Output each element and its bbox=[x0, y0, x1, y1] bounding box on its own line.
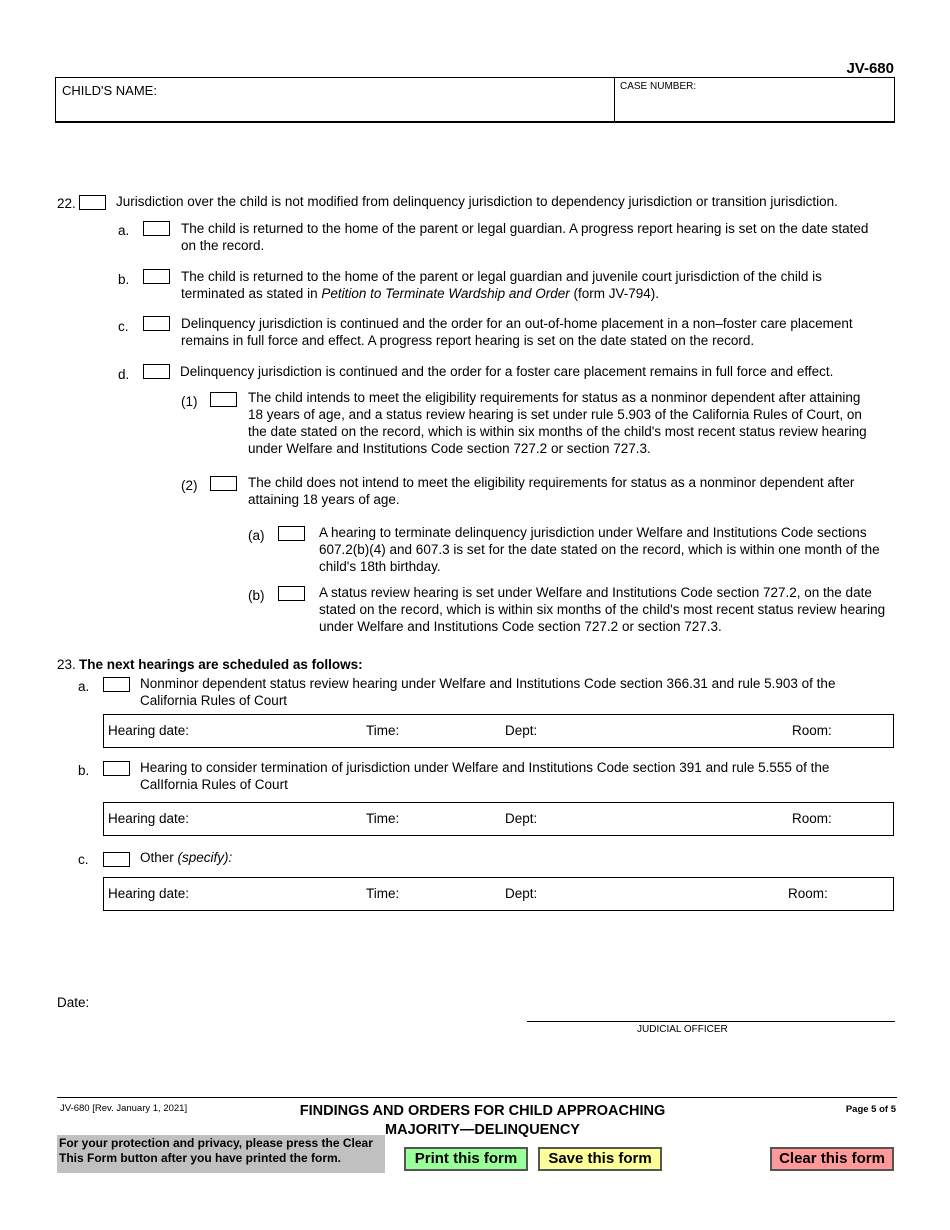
item22-number: 22. bbox=[57, 196, 76, 211]
hearing-date-label: Hearing date: bbox=[108, 886, 190, 901]
item22d2a-checkbox[interactable] bbox=[278, 526, 305, 541]
item23c-text bbox=[140, 849, 232, 866]
item22b-form-title: Petition to Terminate Wardship and Order bbox=[321, 286, 570, 301]
item23b-label: b. bbox=[78, 763, 90, 778]
hearing-dept-label: Dept: bbox=[505, 723, 538, 738]
item23c-checkbox[interactable] bbox=[103, 852, 130, 867]
item22d-text: Delinquency jurisdiction is continued and the order for a foster care placement remains in full force and effect. bbox=[180, 364, 834, 379]
item22-checkbox[interactable] bbox=[79, 195, 106, 210]
item22d2b-text: A status review hearing is set under Welfare and Institutions Code section 727.2, on the date stated on the record, which is within six months of the child's most recent status review hearing under Welfare and Institutions Code section 727.2 or section 727.3. bbox=[319, 585, 886, 634]
item22d2b-checkbox[interactable] bbox=[278, 586, 305, 601]
item23b-checkbox[interactable] bbox=[103, 761, 130, 776]
item22b-text bbox=[181, 268, 881, 302]
hearing-row-c[interactable] bbox=[103, 877, 894, 911]
hearing-room-label: Room: bbox=[792, 723, 832, 738]
form-title-line1: FINDINGS AND ORDERS FOR CHILD APPROACHING bbox=[299, 1103, 666, 1119]
form-id: JV-680 bbox=[846, 60, 894, 77]
case-number-field[interactable] bbox=[615, 78, 895, 122]
form-revision: JV-680 [Rev. January 1, 2021] bbox=[60, 1103, 188, 1114]
item23a-label: a. bbox=[78, 679, 90, 694]
hearing-row-a[interactable] bbox=[103, 714, 894, 748]
item22b-text-after: (form JV-794). bbox=[569, 286, 659, 301]
item22d-label: d. bbox=[118, 367, 130, 382]
item22a-text: The child is returned to the home of the parent or legal guardian. A progress report hearing is set on the date stated on the record. bbox=[181, 221, 869, 253]
hearing-room-label: Room: bbox=[788, 886, 828, 901]
item22-text: Jurisdiction over the child is not modified from delinquency jurisdiction to dependency jurisdiction or transition jurisdiction. bbox=[116, 194, 838, 209]
hearing-room-label: Room: bbox=[792, 811, 832, 826]
child-name-field[interactable] bbox=[56, 78, 615, 122]
hearing-date-label: Hearing date: bbox=[108, 723, 190, 738]
item23b-text: Hearing to consider termination of jurisdiction under Welfare and Institutions Code section 391 and rule 5.555 of the CalIfornia Rules of Court bbox=[140, 760, 830, 792]
date-label: Date: bbox=[57, 995, 90, 1010]
item22d2-checkbox[interactable] bbox=[210, 476, 237, 491]
page-number: Page 5 of 5 bbox=[845, 1104, 896, 1115]
item22d1-label: (1) bbox=[181, 394, 198, 409]
privacy-notice: For your protection and privacy, please press the Clear This Form button after you have printed the form. bbox=[57, 1135, 385, 1173]
item22a-label: a. bbox=[118, 223, 130, 238]
case-number-label: CASE NUMBER: bbox=[620, 81, 697, 92]
hearing-time-label: Time: bbox=[366, 811, 400, 826]
header-box bbox=[55, 77, 895, 123]
hearing-row-b[interactable] bbox=[103, 802, 894, 836]
item22b-checkbox[interactable] bbox=[143, 269, 170, 284]
item22a-checkbox[interactable] bbox=[143, 221, 170, 236]
item23a-checkbox[interactable] bbox=[103, 677, 130, 692]
child-name-label: CHILD'S NAME: bbox=[62, 83, 157, 98]
item23-number: 23. bbox=[57, 657, 76, 672]
item23c-specify: (specify): bbox=[177, 850, 233, 865]
item22d2a-text: A hearing to terminate delinquency jurisdiction under Welfare and Institutions Code sections 607.2(b)(4) and 607.3 is set for the date stated on the record, which is within one month of the child's 18th birthday. bbox=[319, 525, 880, 574]
item22d2-text: The child does not intend to meet the eligibility requirements for status as a nonminor dependent after attaining 18 years of age. bbox=[248, 475, 855, 507]
hearing-time-label: Time: bbox=[366, 886, 400, 901]
judicial-officer-label: JUDICIAL OFFICER bbox=[637, 1024, 728, 1035]
footer-rule bbox=[57, 1097, 897, 1098]
item22d1-checkbox[interactable] bbox=[210, 392, 237, 407]
item22d2-label: (2) bbox=[181, 478, 198, 493]
hearing-dept-label: Dept: bbox=[505, 886, 538, 901]
item23a-text: Nonminor dependent status review hearing under Welfare and Institutions Code section 366.31 and rule 5.903 of the California Rules of Court bbox=[140, 676, 836, 708]
item22c-checkbox[interactable] bbox=[143, 316, 170, 331]
hearing-dept-label: Dept: bbox=[505, 811, 538, 826]
item22d2a-label: (a) bbox=[248, 528, 265, 543]
hearing-date-label: Hearing date: bbox=[108, 811, 190, 826]
item22d1-text: The child intends to meet the eligibility requirements for status as a nonminor dependent after attaining 18 years of age, and a status review hearing is set under rule 5.903 of the California Rules of Court, on the date stated on the record, which is within six months of the child's most recent status review hearing under Welfare and Institutions Code section 727.2 or section 727.3. bbox=[248, 390, 867, 456]
signature-line[interactable] bbox=[527, 1021, 895, 1022]
save-form-button[interactable]: Save this form bbox=[538, 1147, 662, 1171]
item23c-label: c. bbox=[78, 852, 89, 867]
form-title-line2: MAJORITY—DELINQUENCY bbox=[385, 1122, 580, 1138]
item23c-other: Other bbox=[140, 850, 178, 865]
item22c-label: c. bbox=[118, 319, 129, 334]
clear-form-button[interactable]: Clear this form bbox=[770, 1147, 894, 1171]
item22d2b-label: (b) bbox=[248, 588, 265, 603]
print-form-button[interactable]: Print this form bbox=[404, 1147, 528, 1171]
item22c-text: Delinquency jurisdiction is continued and the order for an out-of-home placement in a non–foster care placement remains in full force and effect. A progress report hearing is set on the date stated on the record. bbox=[181, 316, 853, 348]
item22b-label: b. bbox=[118, 272, 130, 287]
item22d-checkbox[interactable] bbox=[143, 364, 170, 379]
item23-heading: The next hearings are scheduled as follows: bbox=[79, 657, 363, 672]
hearing-time-label: Time: bbox=[366, 723, 400, 738]
item22b-text-before: The child is returned to the home of the parent or legal guardian and juvenile court jurisdiction of the child is terminated as stated in bbox=[181, 269, 822, 301]
